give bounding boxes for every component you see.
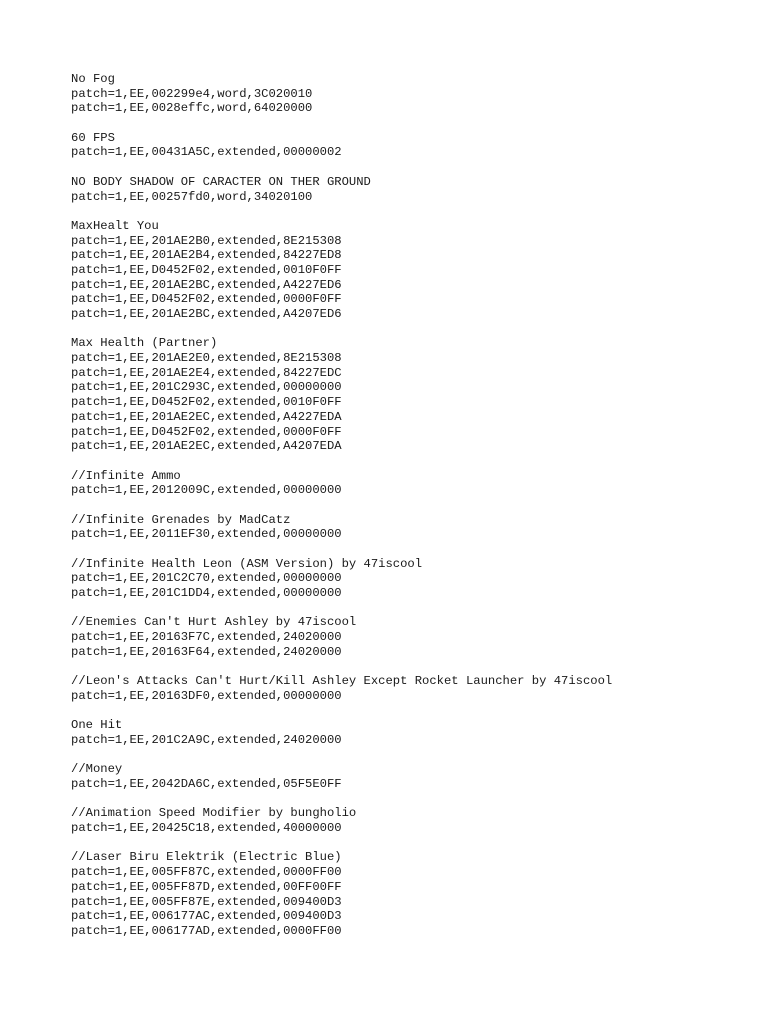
patch-line: patch=1,EE,2012009C,extended,00000000	[71, 483, 342, 498]
cheat-title: No Fog	[71, 72, 115, 86]
cheat-block	[71, 718, 751, 747]
patch-line: patch=1,EE,201C293C,extended,00000000	[71, 380, 342, 395]
patch-line: patch=1,EE,0028effc,word,64020000	[71, 101, 313, 116]
patch-line: patch=1,EE,D0452F02,extended,0010F0FF	[71, 395, 342, 410]
cheat-block	[71, 850, 751, 938]
cheat-title: //Money	[71, 762, 123, 777]
patch-line: patch=1,EE,2011EF30,extended,00000000	[71, 527, 342, 542]
cheat-title: One Hit	[71, 718, 123, 733]
cheat-title: //Animation Speed Modifier by bungholio	[71, 806, 357, 821]
cheat-title: Max Health (Partner)	[71, 336, 218, 351]
patch-line: patch=1,EE,20163F64,extended,24020000	[71, 644, 342, 659]
patch-line: patch=1,EE,201AE2B4,extended,84227ED8	[71, 248, 342, 263]
cheat-block	[71, 615, 751, 659]
patch-line: patch=1,EE,00257fd0,word,34020100	[71, 189, 313, 204]
cheat-block	[71, 674, 751, 703]
patch-line: patch=1,EE,201C2C70,extended,00000000	[71, 571, 342, 586]
patch-line: patch=1,EE,20163DF0,extended,00000000	[71, 688, 342, 703]
cheat-block	[71, 806, 751, 835]
cheat-title: //Enemies Can't Hurt Ashley by 47iscool	[71, 615, 357, 630]
cheat-title: //Leon's Attacks Can't Hurt/Kill Ashley Except Rocket Launcher by 47iscool	[71, 674, 613, 689]
cheat-title: //Infinite Ammo	[71, 468, 181, 483]
patch-line: patch=1,EE,006177AD,extended,0000FF00	[71, 923, 342, 938]
cheat-title: NO BODY SHADOW OF CARACTER ON THER GROUND	[71, 174, 371, 189]
cheat-block	[71, 336, 751, 454]
patch-line: patch=1,EE,D0452F02,extended,0010F0FF	[71, 262, 342, 277]
cheat-block	[71, 557, 751, 601]
patch-line: patch=1,EE,201AE2BC,extended,A4227ED6	[71, 277, 342, 292]
patch-line: patch=1,EE,201AE2E0,extended,8E215308	[71, 351, 342, 366]
patch-line: patch=1,EE,D0452F02,extended,0000F0FF	[71, 424, 342, 439]
patch-line: patch=1,EE,201AE2BC,extended,A4207ED6	[71, 307, 342, 321]
cheat-block	[71, 72, 751, 116]
patch-line: patch=1,EE,201AE2EC,extended,A4207EDA	[71, 439, 342, 454]
cheat-block	[71, 219, 751, 322]
cheat-block	[71, 469, 751, 498]
patch-line: patch=1,EE,20425C18,extended,40000000	[71, 821, 342, 836]
cheat-title: //Laser Biru Elektrik (Electric Blue)	[71, 850, 342, 865]
patch-line: patch=1,EE,201AE2EC,extended,A4227EDA	[71, 409, 342, 424]
cheat-title: MaxHealt You	[71, 218, 159, 233]
patch-line: patch=1,EE,005FF87D,extended,00FF00FF	[71, 879, 342, 894]
patch-line: patch=1,EE,2042DA6C,extended,05F5E0FF	[71, 777, 342, 791]
cheat-block	[71, 175, 751, 204]
patch-line: patch=1,EE,002299e4,word,3C020010	[71, 86, 313, 101]
cheat-title: //Infinite Grenades by MadCatz	[71, 512, 291, 527]
patch-line: patch=1,EE,201C1DD4,extended,00000000	[71, 586, 342, 601]
cheat-block	[71, 762, 751, 791]
patch-line: patch=1,EE,00431A5C,extended,00000002	[71, 145, 342, 160]
patch-line: patch=1,EE,20163F7C,extended,24020000	[71, 630, 342, 645]
patch-line: patch=1,EE,201C2A9C,extended,24020000	[71, 732, 342, 747]
cheat-title: 60 FPS	[71, 130, 115, 145]
cheat-title: //Infinite Health Leon (ASM Version) by 47iscool	[71, 556, 423, 571]
document-page	[71, 72, 751, 953]
cheat-block	[71, 513, 751, 542]
patch-line: patch=1,EE,005FF87C,extended,0000FF00	[71, 865, 342, 880]
patch-line: patch=1,EE,201AE2B0,extended,8E215308	[71, 233, 342, 248]
patch-line: patch=1,EE,201AE2E4,extended,84227EDC	[71, 365, 342, 380]
patch-line: patch=1,EE,D0452F02,extended,0000F0FF	[71, 292, 342, 307]
patch-line: patch=1,EE,005FF87E,extended,009400D3	[71, 894, 342, 909]
patch-line: patch=1,EE,006177AC,extended,009400D3	[71, 909, 342, 924]
cheat-block	[71, 131, 751, 160]
